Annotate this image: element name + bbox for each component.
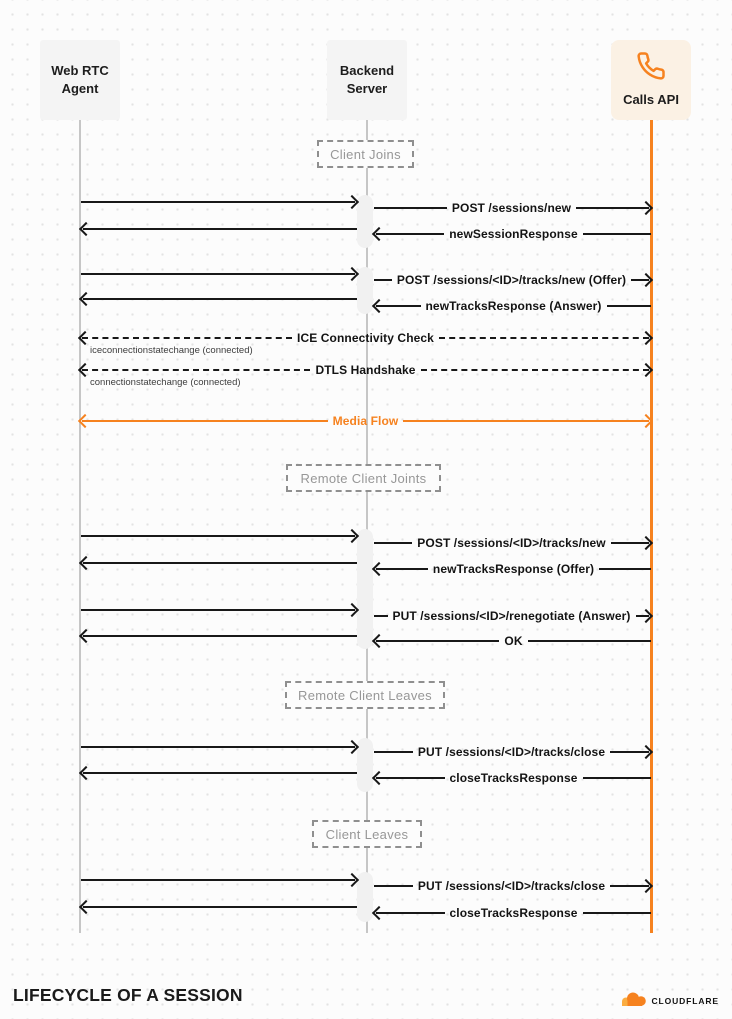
message-put-renegotiate — [374, 606, 651, 626]
arrow-backend-to-client — [81, 763, 357, 783]
message-close-tracks-response — [374, 903, 651, 923]
message-put-tracks-close — [374, 876, 651, 896]
arrow-line — [83, 562, 357, 564]
section-client-joins — [317, 140, 414, 168]
actor-label: Backend — [339, 62, 395, 78]
event-sublabel: connectionstatechange (connected) — [90, 377, 241, 388]
section-client-leaves — [312, 820, 422, 848]
arrowhead-left-icon — [79, 222, 93, 236]
message-label: closeTracksResponse — [449, 771, 578, 785]
message-label: closeTracksResponse — [449, 906, 578, 920]
arrow-line — [81, 746, 355, 748]
arrowhead-left-icon — [372, 634, 386, 648]
arrow-line — [82, 369, 310, 371]
section-remote-client-leaves — [285, 681, 445, 709]
arrow-client-to-backend — [81, 264, 357, 284]
arrowhead-right-icon — [345, 603, 359, 617]
arrow-line — [81, 535, 355, 537]
arrow-line — [374, 279, 392, 281]
arrow-backend-to-client — [81, 289, 357, 309]
arrow-line — [583, 912, 652, 914]
arrowhead-right-icon — [639, 363, 653, 377]
arrowhead-left-icon — [78, 331, 92, 345]
arrowhead-right-icon — [639, 745, 653, 759]
arrow-line — [83, 906, 357, 908]
arrowhead-left-icon — [372, 227, 386, 241]
arrow-backend-to-client — [81, 219, 357, 239]
arrow-client-to-backend — [81, 737, 357, 757]
event-media-flow — [80, 411, 651, 431]
cloudflare-brand — [618, 991, 719, 1011]
arrow-line — [82, 337, 292, 339]
arrow-line — [403, 420, 649, 422]
arrow-line — [83, 772, 357, 774]
arrow-line — [81, 273, 355, 275]
arrowhead-right-icon — [345, 873, 359, 887]
arrowhead-right-icon — [345, 529, 359, 543]
arrow-line — [83, 298, 357, 300]
message-put-tracks-close — [374, 742, 651, 762]
message-label: OK — [504, 634, 523, 648]
arrowhead-left-icon — [78, 363, 92, 377]
event-label: Media Flow — [332, 414, 399, 428]
arrowhead-right-icon — [639, 414, 653, 428]
arrow-client-to-backend — [81, 600, 357, 620]
arrow-line — [374, 207, 447, 209]
arrow-line — [82, 420, 328, 422]
arrowhead-right-icon — [639, 879, 653, 893]
arrow-line — [583, 233, 651, 235]
arrow-backend-to-client — [81, 897, 357, 917]
arrow-line — [83, 635, 357, 637]
section-label: Remote Client Joints — [300, 470, 427, 486]
arrow-line — [374, 751, 413, 753]
arrow-client-to-backend — [81, 192, 357, 212]
cloudflare-logo-icon — [618, 991, 648, 1011]
arrowhead-left-icon — [372, 562, 386, 576]
actor-webrtc-agent — [40, 40, 120, 120]
arrowhead-left-icon — [79, 556, 93, 570]
activation-bar — [357, 529, 373, 649]
arrowhead-left-icon — [79, 900, 93, 914]
event-label: DTLS Handshake — [315, 363, 416, 377]
arrow-client-to-backend — [81, 870, 357, 890]
message-label: PUT /sessions/<ID>/tracks/close — [417, 745, 606, 759]
activation-bar — [357, 738, 373, 792]
phone-icon — [636, 51, 666, 86]
actor-label: Calls API — [623, 92, 679, 107]
section-label: Client Leaves — [325, 826, 409, 842]
message-label: PUT /sessions/<ID>/renegotiate (Answer) — [392, 609, 631, 623]
message-new-tracks-response-answer — [374, 296, 651, 316]
arrow-line — [374, 885, 413, 887]
actor-backend-server — [327, 40, 407, 120]
arrow-line — [583, 777, 652, 779]
arrow-line — [83, 228, 357, 230]
arrowhead-left-icon — [372, 771, 386, 785]
arrow-backend-to-client — [81, 626, 357, 646]
arrowhead-right-icon — [639, 609, 653, 623]
arrow-line — [81, 609, 355, 611]
arrowhead-left-icon — [372, 906, 386, 920]
message-label: newTracksResponse (Offer) — [432, 562, 595, 576]
arrowhead-left-icon — [79, 766, 93, 780]
message-label: POST /sessions/<ID>/tracks/new (Offer) — [396, 273, 627, 287]
message-label: PUT /sessions/<ID>/tracks/close — [417, 879, 606, 893]
actor-label: Agent — [61, 81, 99, 96]
arrow-line — [81, 201, 355, 203]
arrowhead-right-icon — [639, 201, 653, 215]
arrowhead-right-icon — [345, 267, 359, 281]
actor-label: Server — [346, 81, 388, 96]
message-close-tracks-response — [374, 768, 651, 788]
arrowhead-right-icon — [345, 195, 359, 209]
message-post-tracks-new — [374, 533, 651, 553]
arrowhead-left-icon — [79, 629, 93, 643]
message-label: newSessionResponse — [449, 227, 578, 241]
page-title: LIFECYCLE OF A SESSION — [13, 985, 243, 1005]
activation-bar — [357, 195, 373, 248]
activation-bar — [357, 267, 373, 314]
section-label: Client Joins — [330, 146, 401, 162]
message-ok — [374, 631, 651, 651]
message-new-session-response — [374, 224, 651, 244]
actor-label: Web RTC — [51, 62, 109, 78]
arrowhead-left-icon — [78, 414, 92, 428]
message-label: POST /sessions/<ID>/tracks/new — [417, 536, 606, 550]
arrowhead-left-icon — [372, 299, 386, 313]
actor-calls-api — [611, 40, 691, 120]
arrow-line — [599, 568, 651, 570]
message-label: POST /sessions/new — [451, 201, 572, 215]
arrow-line — [439, 337, 649, 339]
section-remote-client-joints — [286, 464, 441, 492]
arrow-line — [421, 369, 649, 371]
brand-wordmark: CLOUDFLARE — [651, 996, 719, 1006]
arrowhead-right-icon — [639, 536, 653, 550]
arrow-line — [374, 542, 412, 544]
arrow-line — [607, 305, 652, 307]
arrow-client-to-backend — [81, 526, 357, 546]
arrowhead-right-icon — [639, 273, 653, 287]
arrowhead-left-icon — [79, 292, 93, 306]
arrow-line — [528, 640, 651, 642]
arrowhead-right-icon — [639, 331, 653, 345]
arrow-line — [376, 640, 499, 642]
event-label: ICE Connectivity Check — [297, 331, 434, 345]
arrow-backend-to-client — [81, 553, 357, 573]
arrowhead-right-icon — [345, 740, 359, 754]
message-new-tracks-response-offer — [374, 559, 651, 579]
message-post-tracks-new-offer — [374, 270, 651, 290]
message-post-sessions-new — [374, 198, 651, 218]
arrow-line — [81, 879, 355, 881]
arrow-line — [374, 615, 388, 617]
event-sublabel: iceconnectionstatechange (connected) — [90, 345, 253, 356]
section-label: Remote Client Leaves — [298, 687, 432, 703]
message-label: newTracksResponse (Answer) — [425, 299, 602, 313]
